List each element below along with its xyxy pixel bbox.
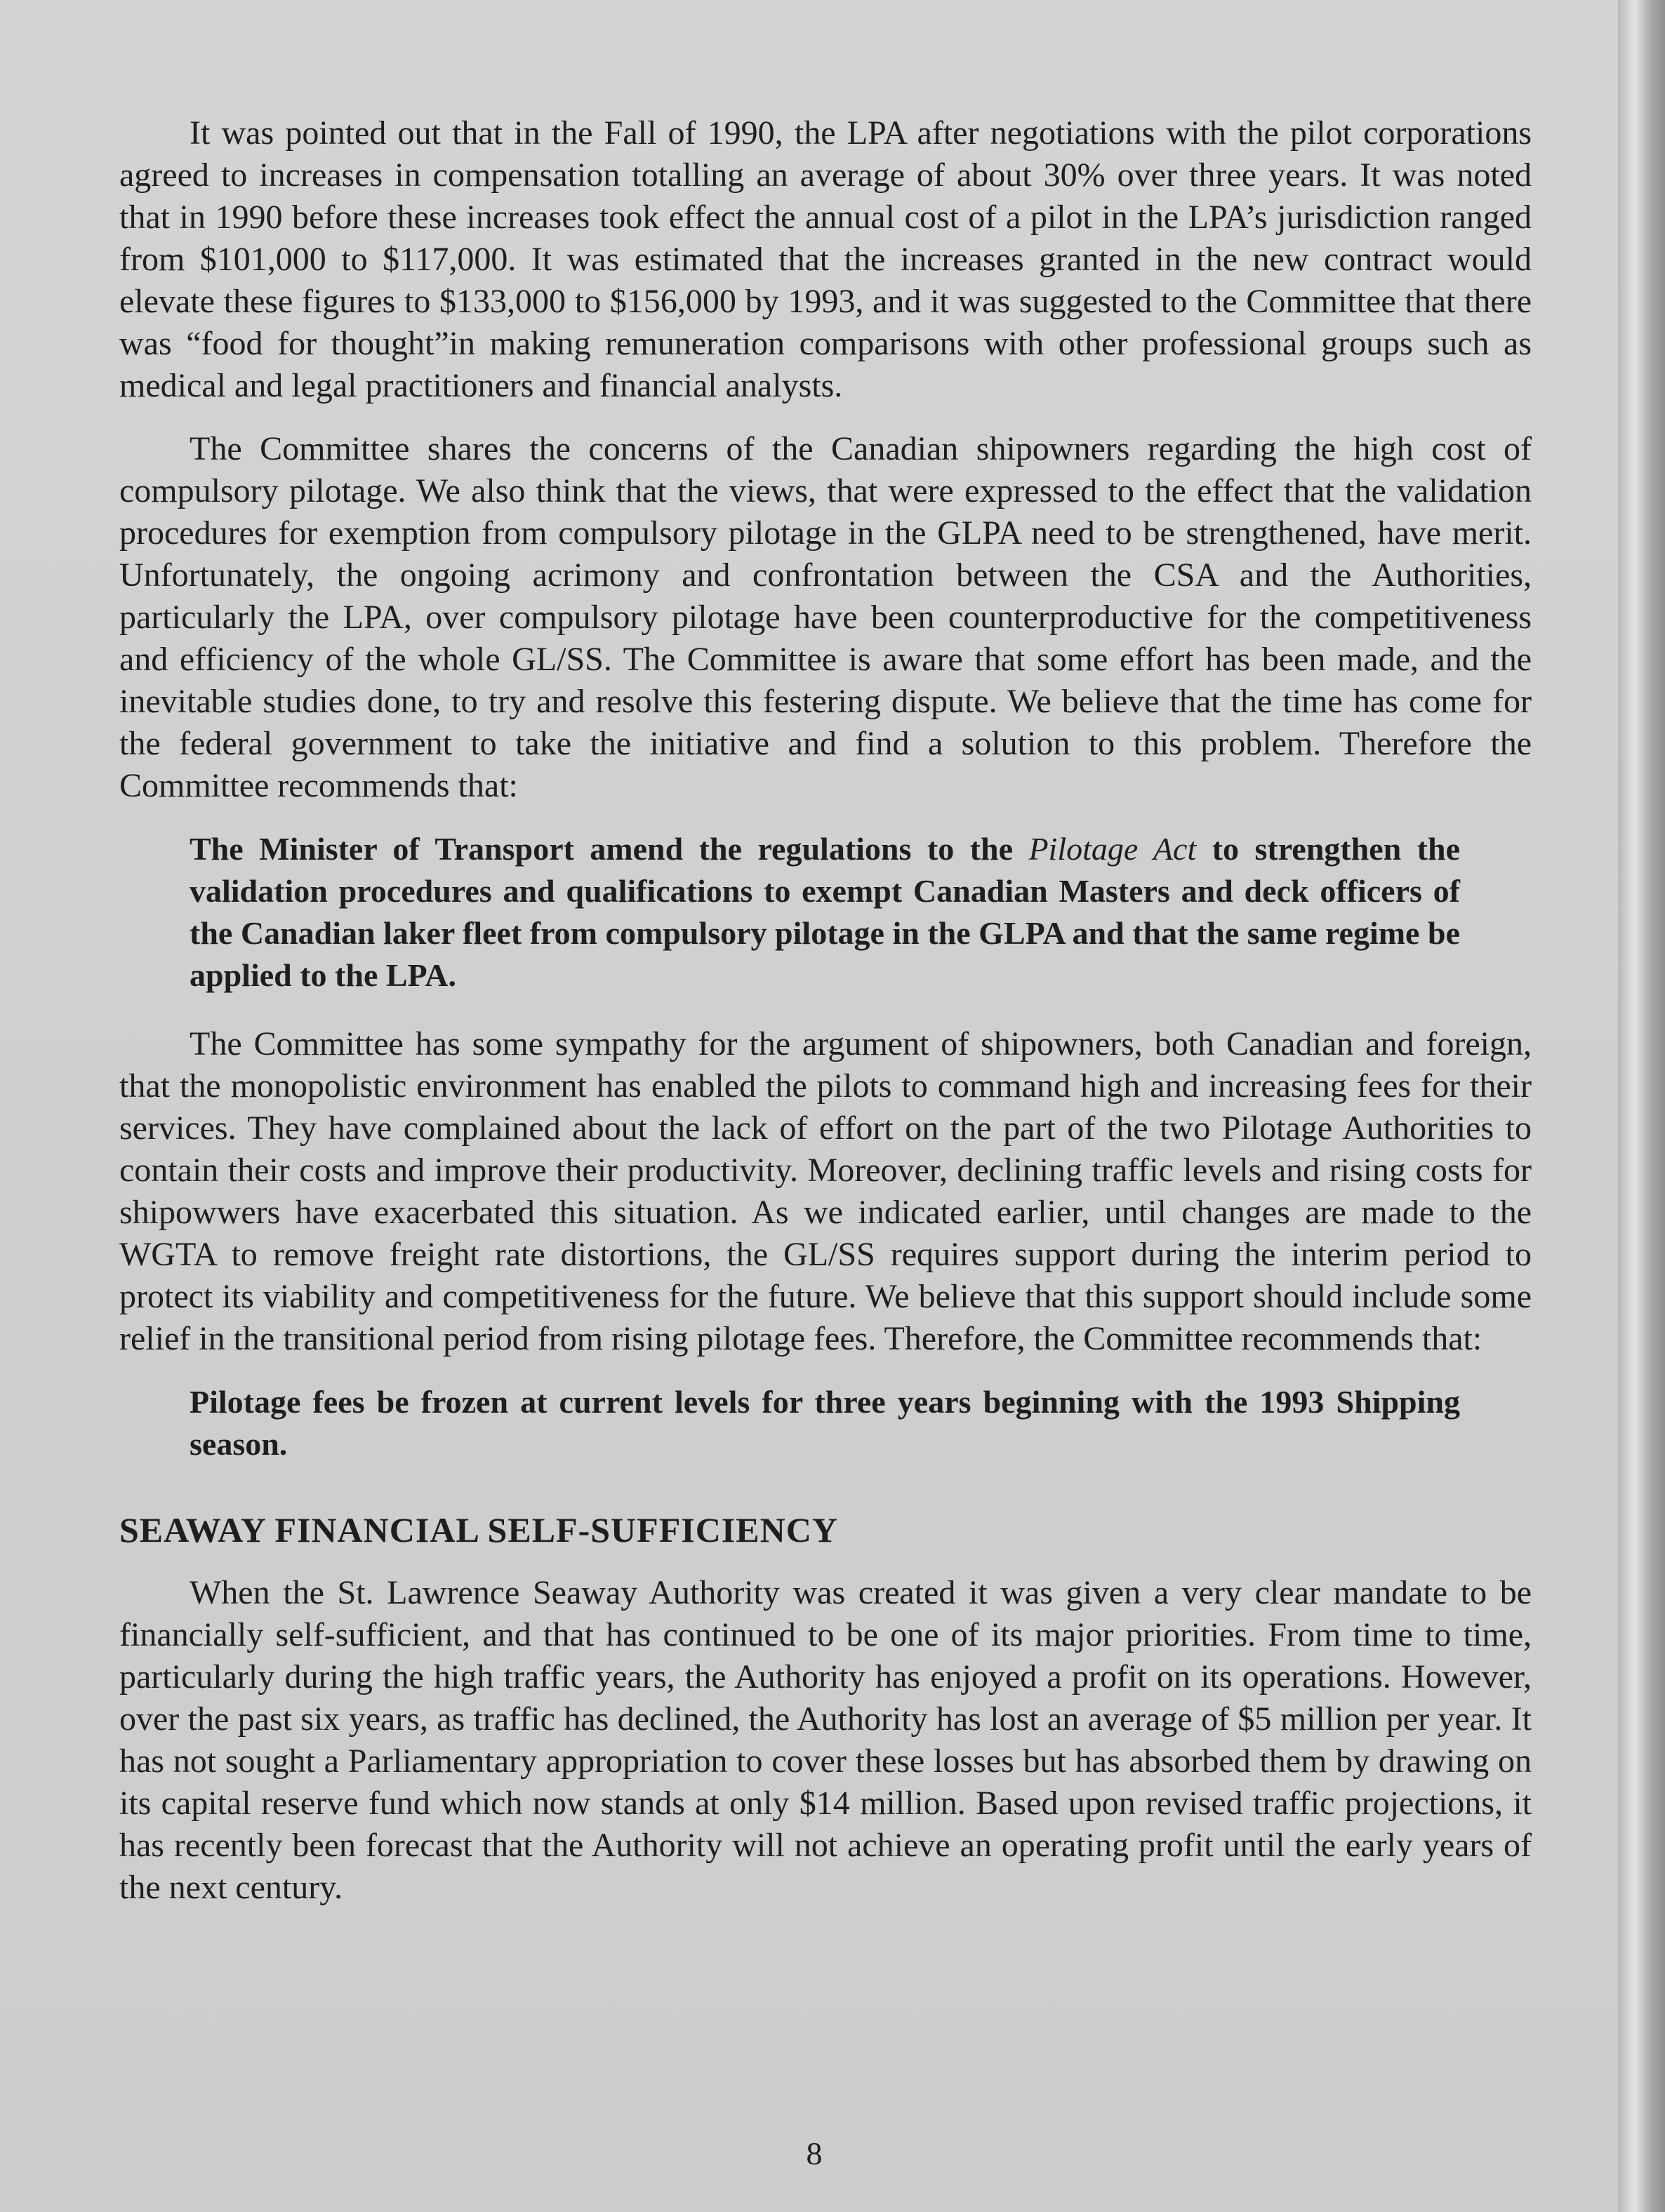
paragraph-compulsory-pilotage: The Committee shares the concerns of the Canadian shipowners regarding the high cost of compulsory pilotage. We also think that the views, that were expressed to the effect that the validation procedures for exemption from compulsory pilotage in the GLPA need to be strengthened, have merit. Unfortunately, the ongoing acrimony and confrontation between the CSA and the Authorities, particularly the LPA, over compulsory pilotage have been counterproductive for the competitiveness and efficiency of the whole GL/SS. The Committee is aware that some effort has been made, and the inevitable studies done, to try and resolve this festering dispute. We believe that the time has come for the federal government to take the initiative and find a solution to this problem. Therefore the Committee recommends that: xyxy=(119,430,1532,804)
paragraph-seaway-finances: When the St. Lawrence Seaway Authority was created it was given a very clear mandate to be financially self-sufficient, and that has continued to be one of its major priorities. From time to time, particularly during the high traffic years, the Authority has enjoyed a profit on its operations. However, over the past six years, as traffic has declined, the Authority has lost an average of $5 million per year. It has not sought a Parliamentary appropriation to cover these losses but has absorbed them by drawing on its capital reserve fund which now stands at only $14 million. Based upon revised traffic projections, it has recently been forecast that the Authority will not achieve an operating profit until the early years of the next century. xyxy=(119,1574,1532,1906)
recommendation-text-end: to strengthen the validation procedures and qualifications to exempt Canadian Masters and deck officers of the Canadian laker fleet from compulsory pilotage in the GLPA and that the same regime be applied to the LPA. xyxy=(190,831,1460,993)
paragraph-pilot-compensation: It was pointed out that in the Fall of 1990, the LPA after negotiations with the pilot corporations agreed to increases in compensation totalling an average of about 30% over three years. It was noted that in 1990 before these increases took effect the annual cost of a pilot in the LPA’s jurisdiction ranged from $101,000 to $117,000. It was estimated that the increases granted in the new contract would elevate these figures to $133,000 to $156,000 by 1993, and it was suggested to the Committee that there was “food for thought”in making remuneration comparisons with other professional groups such as medical and legal practitioners and financial analysts. xyxy=(119,114,1532,404)
act-title: Pilotage Act xyxy=(1028,831,1197,867)
recommendation-text-start: The Minister of Transport amend the regulations to the xyxy=(190,831,1029,867)
section-heading: SEAWAY FINANCIAL SELF-SUFFICIENCY xyxy=(119,1510,838,1550)
recommendation-fee-freeze: Pilotage fees be frozen at current levels for three years beginning with the 1993 Shipping season. xyxy=(190,1384,1460,1462)
page-content xyxy=(119,112,1532,1930)
recommendation-pilotage-act xyxy=(190,828,1460,997)
book-binding-edge xyxy=(1618,0,1665,2212)
page-number: 8 xyxy=(806,2136,823,2171)
paragraph-pilotage-fees: The Committee has some sympathy for the argument of shipowners, both Canadian and foreign, that the monopolistic environment has enabled the pilots to command high and increasing fees for their services. They have complained about the lack of effort on the part of the two Pilotage Authorities to contain their costs and improve their productivity. Moreover, declining traffic levels and rising costs for shipowwers have exacerbated this situation. As we indicated earlier, until changes are made to the WGTA to remove freight rate distortions, the GL/SS requires support during the interim period to protect its viability and competitiveness for the future. We believe that this support should include some relief in the transitional period from rising pilotage fees. Therefore, the Committee recommends that: xyxy=(119,1025,1532,1357)
